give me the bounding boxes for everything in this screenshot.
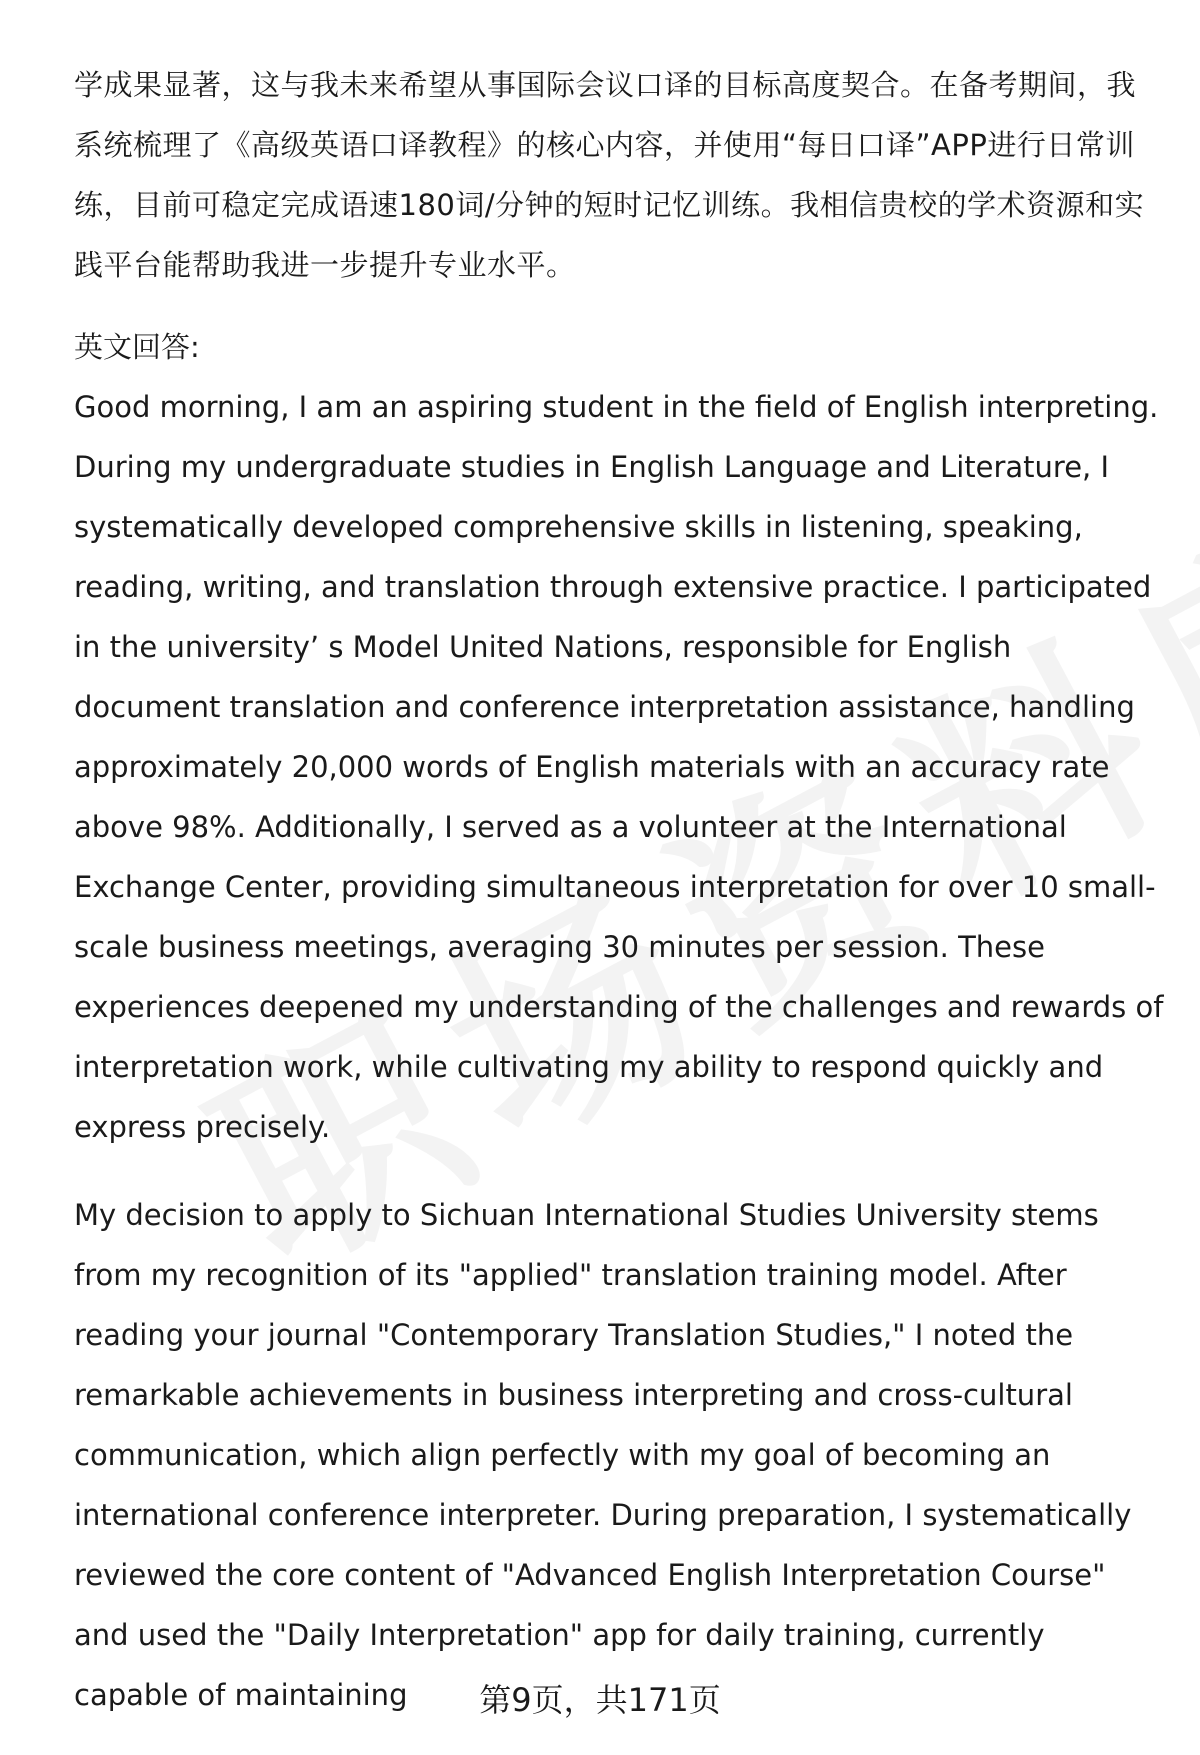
english-answer-label: 英文回答: xyxy=(74,330,200,364)
page-content xyxy=(74,55,1164,1725)
english-paragraph-1: Good morning, I am an aspiring student in the field of English interpreting. During my undergraduate studies in English Language and Literature, I systematically developed comprehensive skills in listening, speaking, reading, writing, and translation through extensive practice. I participated in the university’ s Model United Nations, responsible for English document translation and conference interpretation assistance, handling approximately 20,000 words of English materials with an accuracy rate above 98%. Additionally, I served as a volunteer at the International Exchange Center, providing simultaneous interpretation for over 10 small-scale business meetings, averaging 30 minutes per session. These experiences deepened my understanding of the challenges and rewards of interpretation work, while cultivating my ability to respond quickly and express precisely. xyxy=(74,390,1164,1144)
english-paragraph-2: My decision to apply to Sichuan International Studies University stems from my recognition of its "applied" translation training model. After reading your journal "Contemporary Translation Studies," I noted the remarkable achievements in business interpreting and cross-cultural communication, which align perfectly with my goal of becoming an international conference interpreter. During preparation, I systematically reviewed the core content of "Advanced English Interpretation Course" and used the "Daily Interpretation" app for daily training, currently capable of maintaining xyxy=(74,1198,1132,1712)
chinese-paragraph: 学成果显著，这与我未来希望从事国际会议口译的目标高度契合。在备考期间，我系统梳理了《高级英语口译教程》的核心内容，并使用“每日口译”APP进行日常训练，目前可稳定完成语速180词/分钟的短时记忆训练。我相信贵校的学术资源和实践平台能帮助我进一步提升专业水平。 xyxy=(74,68,1145,282)
page-number-footer: 第9页，共171页 xyxy=(479,1681,721,1719)
